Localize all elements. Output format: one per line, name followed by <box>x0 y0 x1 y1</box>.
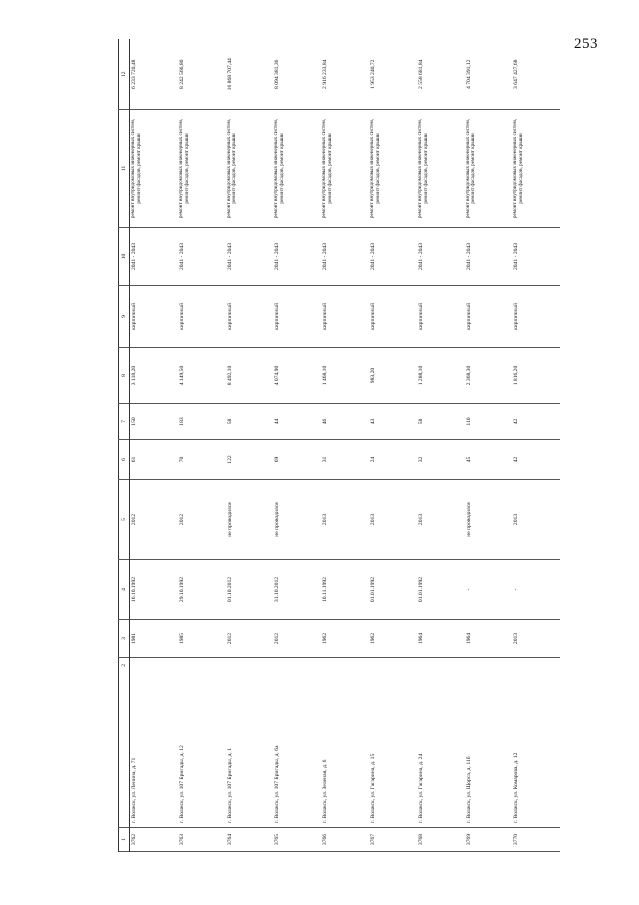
work-types-cell: ремонт внутридомовых инженерных систем, ремонт фасадов, ремонт крыши <box>226 110 274 228</box>
cost-cell: 1 953 240,72 <box>369 59 376 89</box>
last-overhaul-year-cell: 2013 <box>512 480 560 560</box>
table-row <box>369 40 417 852</box>
work-types-cell: ремонт внутридомовых инженерных систем, ремонт фасадов, ремонт крыши <box>512 110 560 228</box>
row-number-cell: 3768 <box>417 828 465 852</box>
last-overhaul-year-cell: 2013 <box>369 480 417 560</box>
work-types-cell: ремонт внутридомовых инженерных систем, ремонт фасадов, ремонт крыши <box>369 110 417 228</box>
apartments-count-cell: 24 <box>369 440 417 480</box>
privatization-date-cell: - <box>465 560 513 620</box>
year-built-cell: 1985 <box>178 620 226 658</box>
planned-period-cell: 2041 - 2043 <box>226 228 274 286</box>
table-row <box>417 40 465 852</box>
area-cell: 8 492,10 <box>226 348 274 404</box>
planned-period-cell: 2041 - 2043 <box>512 228 560 286</box>
cost-cell: 16 868 707,44 <box>226 58 233 91</box>
row-number-cell: 3765 <box>273 828 321 852</box>
address-cell: г. Волжск, ул. 107 Бригады, д. 6а <box>273 658 321 828</box>
wall-material-cell: кирпичный <box>130 286 178 348</box>
cost-cell: 8 094 381,36 <box>274 59 281 89</box>
header-cell: 12 <box>119 40 130 110</box>
privatization-date-cell: 01.10.2012 <box>226 560 274 620</box>
area-cell: 1 816,20 <box>512 348 560 404</box>
planned-period-cell: 2041 - 2043 <box>417 228 465 286</box>
header-cell: 1 <box>119 828 130 852</box>
residents-count-cell: 46 <box>321 404 369 440</box>
year-built-cell: 1964 <box>465 620 513 658</box>
apartments-count-cell: 45 <box>465 440 513 480</box>
residents-count-cell: 150 <box>130 404 178 440</box>
residents-count-cell: 183 <box>178 404 226 440</box>
housing-register-table <box>118 40 560 853</box>
last-overhaul-year-cell: не проводился <box>226 480 274 560</box>
header-cell: 7 <box>119 404 130 440</box>
wall-material-cell: кирпичный <box>273 286 321 348</box>
table-row <box>512 40 560 852</box>
table-row <box>273 40 321 852</box>
planned-period-cell: 2041 - 2043 <box>273 228 321 286</box>
rotated-table-wrapper <box>118 40 586 852</box>
area-cell: 4 149,50 <box>178 348 226 404</box>
last-overhaul-year-cell: не проводился <box>465 480 513 560</box>
area-cell: 1 468,10 <box>321 348 369 404</box>
planned-period-cell: 2041 - 2043 <box>130 228 178 286</box>
cost-cell: 6 233 720,48 <box>131 59 138 89</box>
residents-count-cell: 58 <box>226 404 274 440</box>
year-built-cell: 1981 <box>130 620 178 658</box>
address-cell: г. Волжск, ул. Комарова, д. 12 <box>512 658 560 828</box>
privatization-date-cell: 31.10.2012 <box>273 560 321 620</box>
residents-count-cell: 43 <box>369 404 417 440</box>
address-cell: г. Волжск, ул. Ленина, д. 71 <box>130 658 178 828</box>
last-overhaul-year-cell: 2013 <box>417 480 465 560</box>
planned-period-cell: 2041 - 2043 <box>369 228 417 286</box>
row-number-cell: 3767 <box>369 828 417 852</box>
header-cell: 6 <box>119 440 130 480</box>
work-types-cell: ремонт внутридомовых инженерных систем, ремонт фасадов, ремонт крыши <box>321 110 369 228</box>
work-types-cell: ремонт внутридомовых инженерных систем, ремонт фасадов, ремонт крыши <box>417 110 465 228</box>
privatization-date-cell: 01.01.1992 <box>417 560 465 620</box>
work-types-cell: ремонт внутридомовых инженерных систем, ремонт фасадов, ремонт крыши <box>465 110 513 228</box>
area-cell: 2 368,30 <box>465 348 513 404</box>
wall-material-cell: кирпичный <box>465 286 513 348</box>
cost-cell: 2 558 681,84 <box>417 59 424 89</box>
row-number-cell: 3763 <box>178 828 226 852</box>
cost-cell: 2 916 233,84 <box>322 59 329 89</box>
year-built-cell: 1962 <box>321 620 369 658</box>
area-cell: 3 118,20 <box>130 348 178 404</box>
header-cell: 5 <box>119 480 130 560</box>
residents-count-cell: 42 <box>512 404 560 440</box>
table-row <box>178 40 226 852</box>
year-built-cell: 2012 <box>273 620 321 658</box>
wall-material-cell: кирпичный <box>417 286 465 348</box>
planned-period-cell: 2041 - 2043 <box>178 228 226 286</box>
header-cell: 8 <box>119 348 130 404</box>
privatization-date-cell: - <box>512 560 560 620</box>
area-cell: 1 288,10 <box>417 348 465 404</box>
year-built-cell: 2013 <box>512 620 560 658</box>
residents-count-cell: 110 <box>465 404 513 440</box>
residents-count-cell: 58 <box>417 404 465 440</box>
apartments-count-cell: 31 <box>321 440 369 480</box>
table-row <box>226 40 274 852</box>
header-cell: 3 <box>119 620 130 658</box>
header-cell: 9 <box>119 286 130 348</box>
privatization-date-cell: 10.11.1992 <box>321 560 369 620</box>
apartments-count-cell: 70 <box>178 440 226 480</box>
row-number-cell: 3766 <box>321 828 369 852</box>
last-overhaul-year-cell: не проводился <box>273 480 321 560</box>
planned-period-cell: 2041 - 2043 <box>465 228 513 286</box>
apartments-count-cell: 32 <box>417 440 465 480</box>
header-cell: 10 <box>119 228 130 286</box>
cost-cell: 8 242 566,80 <box>178 59 185 89</box>
wall-material-cell: кирпичный <box>512 286 560 348</box>
last-overhaul-year-cell: 2012 <box>178 480 226 560</box>
row-number-cell: 3764 <box>226 828 274 852</box>
privatization-date-cell: 29.10.1992 <box>178 560 226 620</box>
planned-period-cell: 2041 - 2043 <box>321 228 369 286</box>
table-row <box>321 40 369 852</box>
area-cell: 4 074,90 <box>273 348 321 404</box>
header-cell: 2 <box>119 658 130 828</box>
cost-cell: 4 704 391,12 <box>465 59 472 89</box>
residents-count-cell: 44 <box>273 404 321 440</box>
year-built-cell: 1962 <box>369 620 417 658</box>
wall-material-cell: кирпичный <box>178 286 226 348</box>
row-number-cell: 3762 <box>130 828 178 852</box>
apartments-count-cell: 61 <box>130 440 178 480</box>
address-cell: г. Волжск, ул. 107 Бригады, д. 1 <box>226 658 274 828</box>
wall-material-cell: кирпичный <box>321 286 369 348</box>
work-types-cell: ремонт внутридомовых инженерных систем, ремонт фасадов, ремонт крыши <box>178 110 226 228</box>
privatization-date-cell: 01.01.1992 <box>369 560 417 620</box>
last-overhaul-year-cell: 2013 <box>321 480 369 560</box>
address-cell: г. Волжск, ул. 107 Бригады, д. 12 <box>178 658 226 828</box>
privatization-date-cell: 16.10.1992 <box>130 560 178 620</box>
row-number-cell: 3769 <box>465 828 513 852</box>
row-number-cell: 3770 <box>512 828 560 852</box>
cost-cell: 3 647 427,68 <box>513 59 520 89</box>
work-types-cell: ремонт внутридомовых инженерных систем, ремонт фасадов, ремонт крыши <box>130 110 178 228</box>
apartments-count-cell: 42 <box>512 440 560 480</box>
address-cell: г. Волжск, ул. Зеленая, д. 6 <box>321 658 369 828</box>
work-types-cell: ремонт внутридомовых инженерных систем, ремонт фасадов, ремонт крыши <box>273 110 321 228</box>
table-body <box>130 40 560 852</box>
wall-material-cell: кирпичный <box>369 286 417 348</box>
header-cell: 11 <box>119 110 130 228</box>
address-cell: г. Волжск, ул. Щорса, д. 11б <box>465 658 513 828</box>
last-overhaul-year-cell: 2012 <box>130 480 178 560</box>
year-built-cell: 2012 <box>226 620 274 658</box>
address-cell: г. Волжск, ул. Гагарина, д. 15 <box>369 658 417 828</box>
apartments-count-cell: 122 <box>226 440 274 480</box>
apartments-count-cell: 69 <box>273 440 321 480</box>
page-number: 253 <box>574 36 598 52</box>
header-cell: 4 <box>119 560 130 620</box>
table-row <box>130 40 178 852</box>
table-row <box>465 40 513 852</box>
address-cell: г. Волжск, ул. Гагарина, д. 24 <box>417 658 465 828</box>
area-cell: 983,20 <box>369 348 417 404</box>
wall-material-cell: кирпичный <box>226 286 274 348</box>
year-built-cell: 1964 <box>417 620 465 658</box>
table-header-row <box>119 40 130 852</box>
